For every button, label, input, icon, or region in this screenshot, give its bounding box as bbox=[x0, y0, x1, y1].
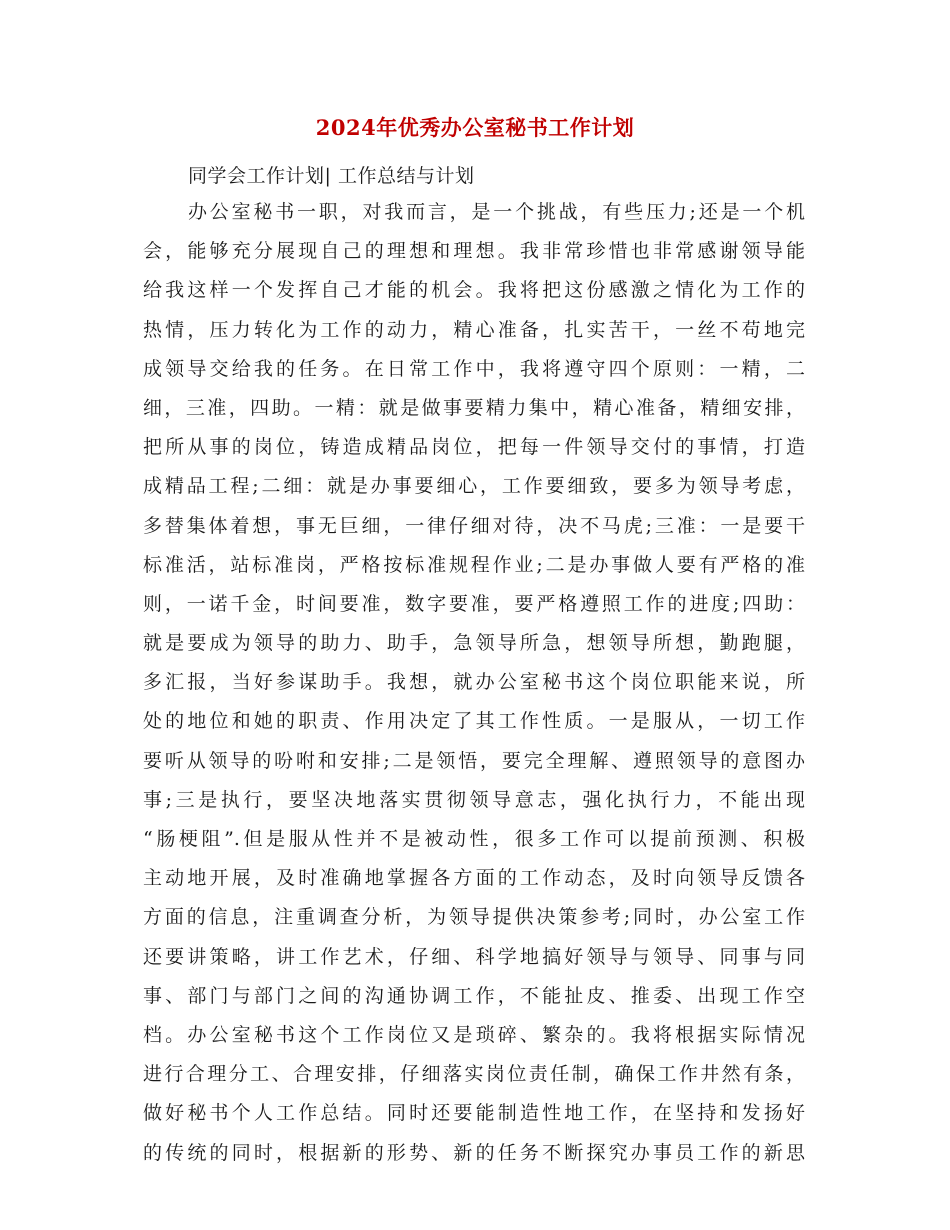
body-text-line: “肠梗阻”.但是服从性并不是被动性，很多工作可以提前预测、积极 bbox=[143, 828, 805, 850]
document-subtitle: 同学会工作计划| 工作总结与计划 bbox=[188, 165, 475, 187]
page-title: 2024年优秀办公室秘书工作计划 bbox=[315, 115, 635, 140]
body-text-line: 的传统的同时，根据新的形势、新的任务不断探究办事员工作的新思 bbox=[143, 1141, 805, 1164]
body-text-line: 事;三是执行，要坚决地落实贯彻领导意志，强化执行力，不能出现 bbox=[143, 788, 805, 811]
body-text-line: 主动地开展，及时准确地掌握各方面的工作动态，及时向领导反馈各 bbox=[143, 867, 805, 890]
body-text-line: 做好秘书个人工作总结。同时还要能制造性地工作，在坚持和发扬好 bbox=[143, 1102, 805, 1125]
body-text-line: 处的地位和她的职责、作用决定了其工作性质。一是服从，一切工作 bbox=[143, 710, 805, 733]
body-text-line: 档。办公室秘书这个工作岗位又是琐碎、繁杂的。我将根据实际情况 bbox=[143, 1023, 805, 1046]
body-text-line: 成精品工程;二细：就是办事要细心，工作要细致，要多为领导考虑， bbox=[143, 475, 805, 498]
body-text-line: 还要讲策略，讲工作艺术，仔细、科学地搞好领导与领导、同事与同 bbox=[143, 945, 805, 968]
body-text-line: 事、部门与部门之间的沟通协调工作，不能扯皮、推委、出现工作空 bbox=[143, 984, 805, 1007]
body-text-line: 把所从事的岗位，铸造成精品岗位，把每一件领导交付的事情，打造 bbox=[143, 436, 805, 459]
body-text-line: 成领导交给我的任务。在日常工作中，我将遵守四个原则：一精，二 bbox=[143, 357, 805, 380]
body-text-line: 给我这样一个发挥自己才能的机会。我将把这份感激之情化为工作的 bbox=[143, 279, 805, 302]
body-text-line: 细，三准，四助。一精：就是做事要精力集中，精心准备，精细安排， bbox=[143, 396, 805, 419]
body-text-line: 就是要成为领导的助力、助手，急领导所急，想领导所想，勤跑腿， bbox=[143, 632, 805, 655]
body-text-line: 标准活，站标准岗，严格按标准规程作业;二是办事做人要有严格的准 bbox=[143, 553, 805, 576]
body-text-line: 办公室秘书一职，对我而言，是一个挑战，有些压力;还是一个机 bbox=[188, 201, 805, 223]
body-text-line: 进行合理分工、合理安排，仔细落实岗位责任制，确保工作井然有条， bbox=[143, 1063, 805, 1086]
body-text-line: 多汇报，当好参谋助手。我想，就办公室秘书这个岗位职能来说，所 bbox=[143, 671, 805, 694]
document-body bbox=[143, 193, 805, 1173]
body-text-line: 则，一诺千金，时间要准，数字要准，要严格遵照工作的进度;四助： bbox=[143, 592, 805, 615]
body-text-line: 会，能够充分展现自己的理想和理想。我非常珍惜也非常感谢领导能 bbox=[143, 240, 805, 263]
body-text-line: 要听从领导的吩咐和安排;二是领悟，要完全理解、遵照领导的意图办 bbox=[143, 749, 805, 772]
body-text-line: 多替集体着想，事无巨细，一律仔细对待，决不马虎;三准：一是要干 bbox=[143, 514, 805, 537]
body-text-line: 方面的信息，注重调查分析，为领导提供决策参考;同时，办公室工作 bbox=[143, 906, 805, 929]
body-text-line: 热情，压力转化为工作的动力，精心准备，扎实苦干，一丝不苟地完 bbox=[143, 318, 805, 341]
